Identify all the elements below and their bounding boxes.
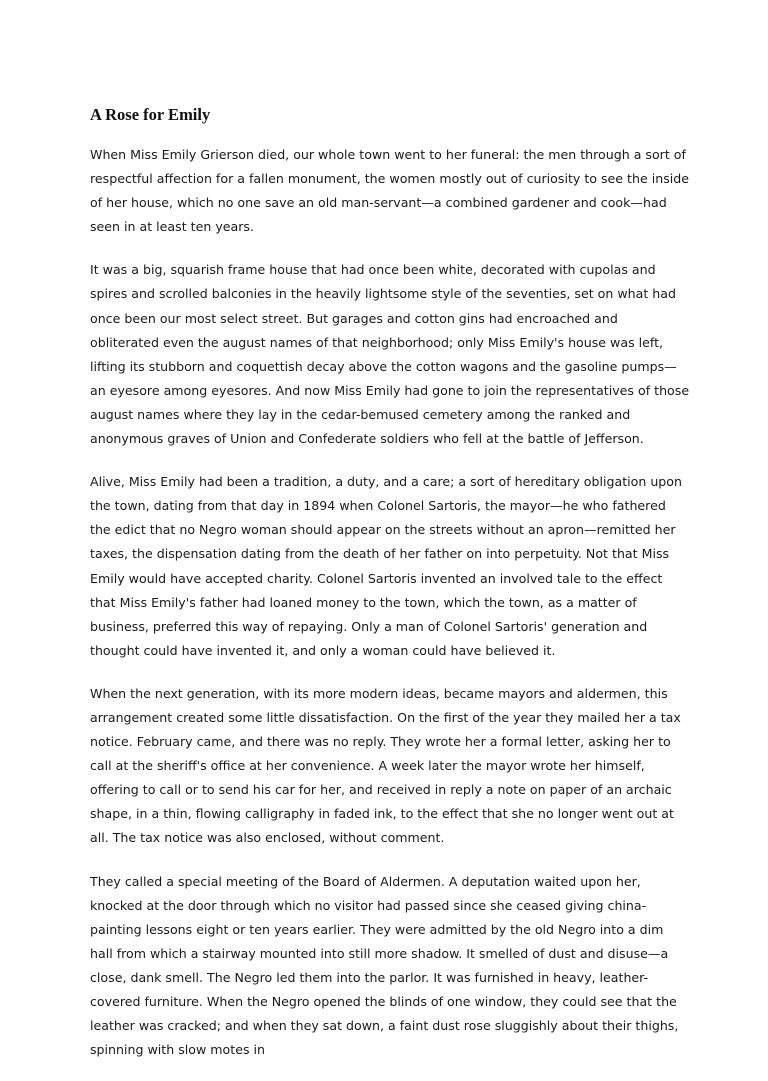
paragraph-3: Alive, Miss Emily had been a tradition, a duty, and a care; a sort of hereditary obligation upon the town, dating from that day in 1894 when Colonel Sartoris, the mayor—he who fathered the edict that no Negro woman should appear on the streets without an apron—remitted her taxes, the dispensation dating from the death of her father on into perpetuity. Not that Miss Emily would have accepted charity. Colonel Sartoris invented an involved tale to the effect that Miss Emily's father had loaned money to the town, which the town, as a matter of business, preferred this way of repaying. Only a man of Colonel Sartoris' generation and thought could have invented it, and only a woman could have believed it.	[90, 474, 682, 658]
paragraph-5: They called a special meeting of the Board of Aldermen. A deputation waited upon her, knocked at the door through which no visitor had passed since she ceased giving china-painting lessons eight or ten years earlier. They were admitted by the old Negro into a dim hall from which a stairway mounted into still more shadow. It smelled of dust and disuse—a close, dank smell. The Negro led them into the parlor. It was furnished in heavy, leather-covered furniture. When the Negro opened the blinds of one window, they could see that the leather was cracked; and when they sat down, a faint dust rose sluggishly about their thighs, spinning with slow motes in	[90, 873, 679, 1058]
paragraph-1: When Miss Emily Grierson died, our whole town went to her funeral: the men through a sort of respectful affection for a fallen monument, the women mostly out of curiosity to see the inside of her house, which no one save an old man-servant—a combined gardener and cook—had seen in at least ten years.	[90, 147, 690, 235]
document-page	[90, 104, 690, 1081]
paragraph-4: When the next generation, with its more modern ideas, became mayors and aldermen, this arrangement created some little dissatisfaction. On the first of the year they mailed her a tax notice. February came, and there was no reply. They wrote her a formal letter, asking her to call at the sheriff's office at her convenience. A week later the mayor wrote her himself, offering to call or to send his car for her, and received in reply a note on paper of an archaic shape, in a thin, flowing calligraphy in faded ink, to the effect that she no longer went out at all. The tax notice was also enclosed, without comment.	[90, 685, 681, 846]
paragraph-2: It was a big, squarish frame house that had once been white, decorated with cupolas and spires and scrolled balconies in the heavily lightsome style of the seventies, set on what had once been our most select street. But garages and cotton gins had encroached and obliterated even the august names of that neighborhood; only Miss Emily's house was left, lifting its stubborn and coquettish decay above the cotton wagons and the gasoline pumps—an eyesore among eyesores. And now Miss Emily had gone to join the representatives of those august names where they lay in the cedar-bemused cemetery among the ranked and anonymous graves of Union and Confederate soldiers who fell at the battle of Jefferson.	[90, 262, 690, 447]
document-title: A Rose for Emily	[90, 105, 211, 124]
